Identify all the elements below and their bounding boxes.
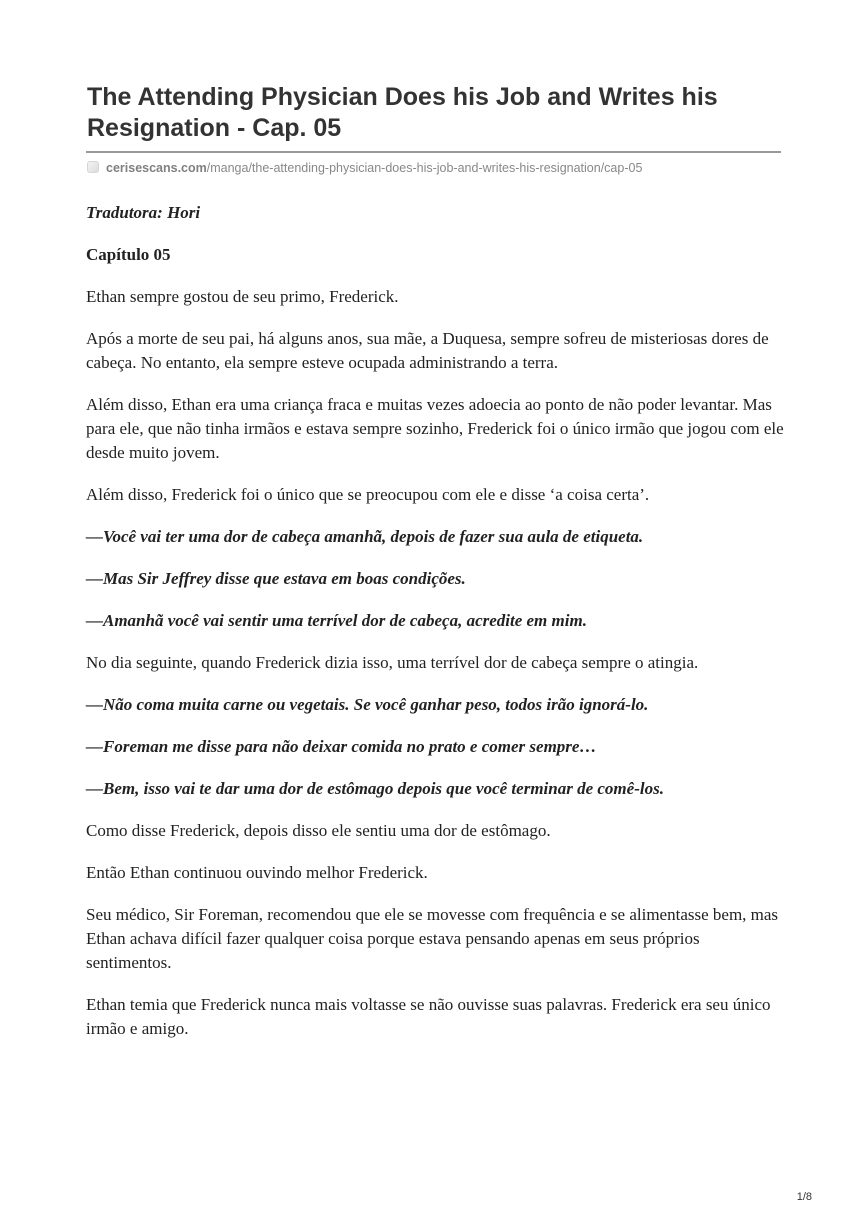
favicon-icon bbox=[87, 161, 99, 173]
paragraph: No dia seguinte, quando Frederick dizia isso, uma terrível dor de cabeça sempre o atingia. bbox=[86, 653, 699, 672]
paragraph: Após a morte de seu pai, há alguns anos, sua mãe, a Duquesa, sempre sofreu de misteriosas dores de cabeça. No entanto, ela sempre esteve ocupada administrando a terra. bbox=[86, 329, 769, 372]
paragraph: Além disso, Ethan era uma criança fraca e muitas vezes adoecia ao ponto de não poder levantar. Mas para ele, que não tinha irmãos e estava sempre sozinho, Frederick foi o único irmão que jogou com ele desde muito jovem. bbox=[86, 395, 784, 462]
paragraph: Ethan temia que Frederick nunca mais voltasse se não ouvisse suas palavras. Frederick era seu único irmão e amigo. bbox=[86, 995, 771, 1038]
dialogue-line: —Foreman me disse para não deixar comida no prato e comer sempre… bbox=[86, 737, 597, 756]
source-url[interactable] bbox=[87, 160, 642, 176]
title-divider bbox=[86, 151, 781, 153]
page-number: 1/8 bbox=[796, 1191, 812, 1203]
dialogue-line: —Você vai ter uma dor de cabeça amanhã, depois de fazer sua aula de etiqueta. bbox=[86, 527, 644, 546]
paragraph: Como disse Frederick, depois disso ele sentiu uma dor de estômago. bbox=[86, 821, 551, 840]
dialogue-line: —Bem, isso vai te dar uma dor de estômago depois que você terminar de comê-los. bbox=[86, 779, 664, 798]
source-path[interactable]: /manga/the-attending-physician-does-his-job-and-writes-his-resignation/cap-05 bbox=[206, 161, 643, 175]
dialogue-line: —Amanhã você vai sentir uma terrível dor de cabeça, acredite em mim. bbox=[86, 611, 587, 630]
paragraph: Ethan sempre gostou de seu primo, Frederick. bbox=[86, 287, 399, 306]
source-domain[interactable]: cerisescans.com bbox=[106, 161, 207, 175]
translator-credit: Tradutora: Hori bbox=[86, 203, 201, 222]
article-body bbox=[86, 201, 786, 1059]
chapter-heading: Capítulo 05 bbox=[86, 245, 171, 264]
paragraph: Além disso, Frederick foi o único que se preocupou com ele e disse ‘a coisa certa’. bbox=[86, 485, 650, 504]
document-title: The Attending Physician Does his Job and Writes his Resignation - Cap. 05 bbox=[87, 83, 718, 142]
paragraph: Então Ethan continuou ouvindo melhor Frederick. bbox=[86, 863, 428, 882]
paragraph: Seu médico, Sir Foreman, recomendou que ele se movesse com frequência e se alimentasse bem, mas Ethan achava difícil fazer qualquer coisa porque estava pensando apenas em seus próprios sentimentos. bbox=[86, 905, 779, 972]
dialogue-line: —Não coma muita carne ou vegetais. Se você ganhar peso, todos irão ignorá-lo. bbox=[86, 695, 649, 714]
dialogue-line: —Mas Sir Jeffrey disse que estava em boas condições. bbox=[86, 569, 466, 588]
